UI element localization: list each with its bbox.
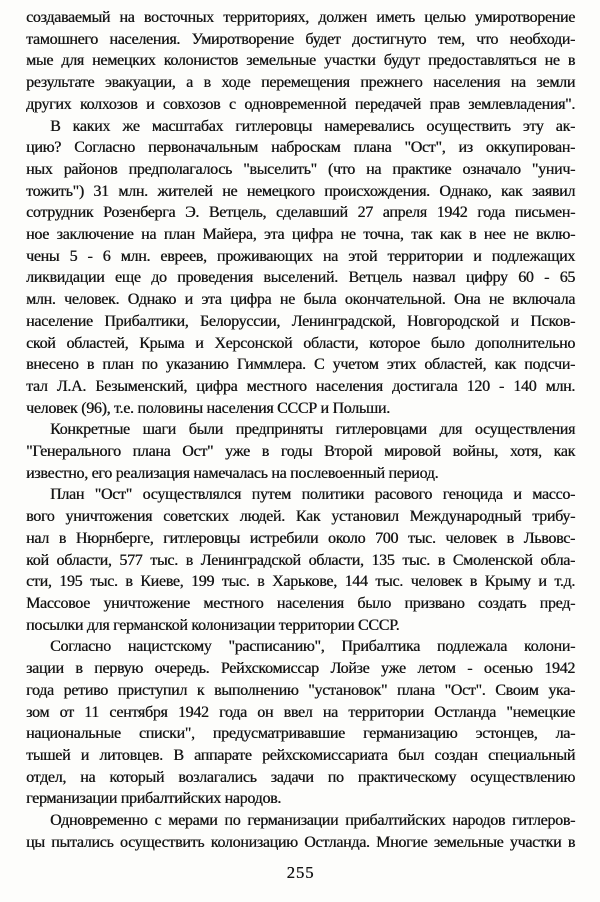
page-text bbox=[26, 7, 575, 853]
text-line: результате эвакуации, а в ходе перемещения прежнего населения на земли bbox=[26, 74, 575, 92]
text-line: Массовое уничтожение местного населения было призвано создать пред- bbox=[26, 594, 575, 612]
paragraph bbox=[26, 810, 575, 853]
text-line: создаваемый на восточных территориях, должен иметь целью умиротворение bbox=[26, 9, 575, 26]
text-line: известно, его реализация намечалась на послевоенный период. bbox=[26, 464, 439, 482]
page-number: 255 bbox=[286, 863, 315, 883]
text-line: В каких же масштабах гитлеровцы намеревались осуществить эту ак- bbox=[50, 117, 575, 135]
text-line: отдел, на который возлагались задачи по практическому осуществлению bbox=[26, 768, 575, 786]
text-line: мые для немецких колонистов земельные участки будут предоставляться не в bbox=[26, 52, 575, 70]
text-line: цию? Согласно первоначальным наброскам плана "Ост", из оккупирован- bbox=[26, 139, 575, 157]
text-line: вого уничтожения советских людей. Как установил Международный трибу- bbox=[26, 508, 575, 526]
text-line: млн. человек. Однако и эта цифра не была окончательной. Она не включала bbox=[26, 291, 575, 309]
text-line: других колхозов и совхозов с одновременной передачей прав землевладения". bbox=[26, 95, 575, 113]
text-line: чены 5 - 6 млн. евреев, проживающих на этой территории и подлежащих bbox=[26, 247, 575, 265]
paragraph bbox=[26, 484, 575, 636]
text-line: ликвидации еще до проведения выселений. Ветцель назвал цифру 60 - 65 bbox=[26, 269, 575, 287]
text-line: года ретиво приступил к выполнению "установок" плана "Ост". Своим ука- bbox=[26, 681, 575, 699]
text-line: сотрудник Розенберга Э. Ветцель, сделавший 27 апреля 1942 года письмен- bbox=[26, 204, 575, 222]
text-line: ное заключение на план Майера, эта цифра не точна, так как в нее не вклю- bbox=[26, 226, 575, 244]
paragraph bbox=[26, 636, 575, 810]
text-line: сти, 195 тыс. в Киеве, 199 тыс. в Харькове, 144 тыс. человек в Крыму и т.д. bbox=[26, 573, 575, 591]
text-line: тышей и литовцев. В аппарате рейхскомиссариата был создан специальный bbox=[26, 746, 575, 764]
text-line: тал Л.А. Безыменский, цифра местного населения достигала 120 - 140 млн. bbox=[26, 377, 575, 395]
paragraph bbox=[26, 116, 575, 420]
text-line: Согласно нацистскому "расписанию", Прибалтика подлежала колони- bbox=[50, 638, 575, 656]
text-line: национальные списки", предусматривавшие германизацию эстонцев, ла- bbox=[26, 725, 575, 743]
text-line: население Прибалтики, Белоруссии, Ленинградской, Новгородской и Псков- bbox=[26, 312, 575, 330]
text-line: тамошнего населения. Умиротворение будет достигнуто тем, что необходи- bbox=[26, 30, 575, 48]
text-line: зации в первую очередь. Рейхскомиссар Лойзе уже летом - осенью 1942 bbox=[26, 660, 575, 678]
text-line: внесено в план по указанию Гиммлера. С учетом этих областей, как подсчи- bbox=[26, 356, 575, 374]
text-line: человек (96), т.е. половины населения СССР и Польши. bbox=[26, 399, 390, 417]
paragraph bbox=[26, 7, 575, 116]
text-line: тожить") 31 млн. жителей не немецкого происхождения. Однако, как заявил bbox=[26, 182, 575, 200]
text-line: цы пытались осуществить колонизацию Остланда. Многие земельные участки в bbox=[26, 833, 575, 851]
text-line: кой области, 577 тыс. в Ленинградской области, 135 тыс. в Смоленской обла- bbox=[26, 551, 575, 569]
text-line: План "Ост" осуществлялся путем политики расового геноцида и массо- bbox=[50, 486, 575, 504]
text-line: Конкретные шаги были предприняты гитлеровцами для осуществления bbox=[50, 421, 575, 439]
text-line: посылки для германской колонизации территории СССР. bbox=[26, 616, 400, 634]
text-line: "Генерального плана Ост" уже в годы Второй мировой войны, хотя, как bbox=[26, 443, 575, 461]
text-line: Одновременно с мерами по германизации прибалтийских народов гитлеров- bbox=[50, 812, 575, 830]
text-line: нал в Нюрнберге, гитлеровцы истребили около 700 тыс. человек в Львовс- bbox=[26, 529, 575, 547]
text-line: ных районов предполагалось "выселить" (что на практике означало "унич- bbox=[26, 160, 575, 178]
text-line: ской областей, Крыма и Херсонской области, которое было дополнительно bbox=[26, 334, 575, 352]
text-line: германизации прибалтийских народов. bbox=[26, 790, 282, 808]
text-line: зом от 11 сентября 1942 года он ввел на территории Остланда "немецкие bbox=[26, 703, 575, 721]
paragraph bbox=[26, 419, 575, 484]
